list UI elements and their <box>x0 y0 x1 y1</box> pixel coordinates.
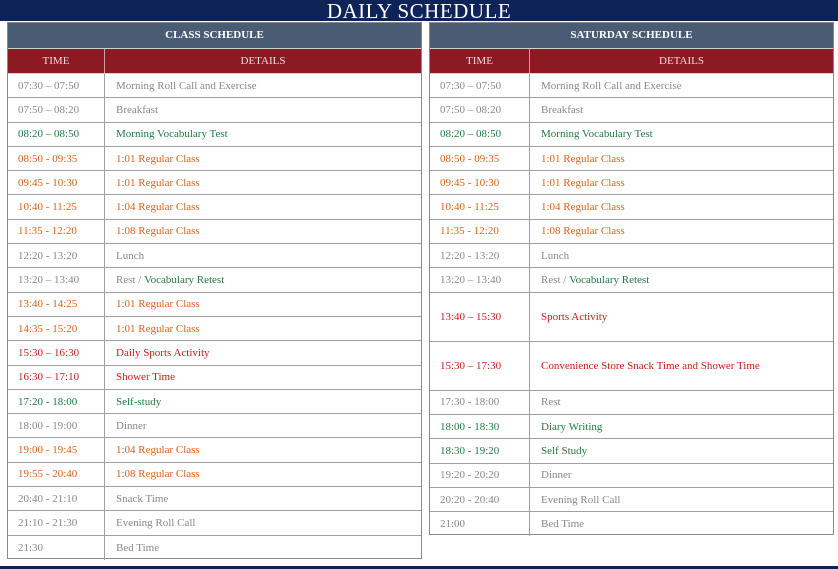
class-schedule-table <box>7 22 422 559</box>
table-row <box>430 244 833 268</box>
details-text: Dinner <box>541 469 572 482</box>
table-row <box>430 147 833 171</box>
details-cell <box>105 511 421 534</box>
details-text: Vocabulary Retest <box>144 274 225 287</box>
details-text: Morning Vocabulary Test <box>116 128 228 141</box>
details-cell <box>105 536 421 560</box>
table-row <box>430 195 833 219</box>
time-cell: 20:20 - 20:40 <box>430 488 530 511</box>
time-cell: 18:00 - 18:30 <box>430 415 530 438</box>
time-cell: 09:45 - 10:30 <box>430 171 530 194</box>
saturday-schedule-column-headers <box>430 49 833 74</box>
time-cell: 14:35 - 15:20 <box>8 317 105 340</box>
details-text: Bed Time <box>116 541 160 554</box>
time-cell: 11:35 - 12:20 <box>430 220 530 243</box>
table-row <box>430 342 833 391</box>
time-cell: 07:50 – 08:20 <box>8 98 105 121</box>
details-cell <box>530 464 833 487</box>
details-cell <box>105 293 421 316</box>
time-cell: 10:40 - 11:25 <box>430 195 530 218</box>
details-text: Self-study <box>116 395 162 408</box>
table-row <box>8 341 421 365</box>
details-text: 1:01 Regular Class <box>116 152 200 165</box>
time-cell: 16:30 – 17:10 <box>8 366 105 389</box>
table-row <box>8 317 421 341</box>
table-row <box>8 463 421 487</box>
details-cell <box>105 74 421 97</box>
time-cell: 19:20 - 20:20 <box>430 464 530 487</box>
time-cell: 15:30 – 16:30 <box>8 341 105 364</box>
details-text: Convenience Store Snack Time and Shower Time <box>541 359 760 372</box>
details-text: Morning Roll Call and Exercise <box>541 79 682 92</box>
details-cell <box>530 147 833 170</box>
details-cell <box>530 439 833 462</box>
details-cell <box>105 268 421 291</box>
details-cell <box>105 244 421 267</box>
time-cell: 12:20 - 13:20 <box>430 244 530 267</box>
table-row <box>8 487 421 511</box>
details-text: Rest / <box>541 274 570 287</box>
table-row <box>430 391 833 415</box>
table-row <box>8 390 421 414</box>
details-cell <box>530 195 833 218</box>
details-text: Lunch <box>116 249 145 262</box>
details-cell <box>530 74 833 97</box>
time-cell: 21:00 <box>430 512 530 536</box>
time-cell: 07:30 – 07:50 <box>430 74 530 97</box>
details-cell <box>530 268 833 291</box>
time-cell: 13:20 – 13:40 <box>430 268 530 291</box>
table-row <box>8 74 421 98</box>
table-row <box>8 536 421 560</box>
table-row <box>430 98 833 122</box>
saturday-schedule-table <box>429 22 834 535</box>
table-row <box>430 123 833 147</box>
details-cell <box>105 341 421 364</box>
details-text: Daily Sports Activity <box>116 346 210 359</box>
details-cell <box>105 487 421 510</box>
details-text: Breakfast <box>116 103 159 116</box>
details-cell <box>530 293 833 341</box>
table-row <box>8 171 421 195</box>
time-cell: 13:40 – 15:30 <box>430 293 530 341</box>
table-row <box>8 511 421 535</box>
details-text: Rest <box>541 396 561 409</box>
time-cell: 21:30 <box>8 536 105 560</box>
time-cell: 19:00 - 19:45 <box>8 438 105 461</box>
details-text: 1:08 Regular Class <box>541 225 625 238</box>
saturday-schedule-rows <box>430 74 833 536</box>
details-cell <box>105 123 421 146</box>
time-cell: 07:50 – 08:20 <box>430 98 530 121</box>
time-cell: 09:45 - 10:30 <box>8 171 105 194</box>
details-text: Self Study <box>541 444 588 457</box>
time-cell: 13:20 – 13:40 <box>8 268 105 291</box>
table-row <box>8 438 421 462</box>
time-cell: 08:50 - 09:35 <box>430 147 530 170</box>
time-column-header: TIME <box>430 49 530 73</box>
saturday-schedule-heading: SATURDAY SCHEDULE <box>430 23 833 49</box>
details-text: 1:04 Regular Class <box>541 201 625 214</box>
table-row <box>8 293 421 317</box>
details-cell <box>530 415 833 438</box>
details-cell <box>530 512 833 536</box>
details-text: Evening Roll Call <box>541 493 621 506</box>
table-row <box>430 512 833 536</box>
details-text: Breakfast <box>541 103 584 116</box>
table-row <box>430 488 833 512</box>
time-cell: 12:20 - 13:20 <box>8 244 105 267</box>
details-cell <box>105 220 421 243</box>
details-text: Shower Time <box>116 371 175 384</box>
details-text: 1:01 Regular Class <box>116 176 200 189</box>
details-text: Dinner <box>116 419 147 432</box>
details-text: Evening Roll Call <box>116 516 196 529</box>
time-cell: 18:30 - 19:20 <box>430 439 530 462</box>
details-cell <box>105 195 421 218</box>
details-cell <box>530 123 833 146</box>
details-text: Vocabulary Retest <box>569 274 650 287</box>
details-cell <box>105 317 421 340</box>
details-cell <box>105 390 421 413</box>
table-row <box>430 171 833 195</box>
table-row <box>8 195 421 219</box>
table-row <box>8 220 421 244</box>
time-cell: 08:20 – 08:50 <box>430 123 530 146</box>
details-text: 1:08 Regular Class <box>116 225 200 238</box>
class-schedule-column-headers <box>8 49 421 74</box>
details-cell <box>105 366 421 389</box>
details-cell <box>530 342 833 390</box>
time-cell: 10:40 - 11:25 <box>8 195 105 218</box>
details-cell <box>530 488 833 511</box>
details-text: 1:08 Regular Class <box>116 468 200 481</box>
time-cell: 07:30 – 07:50 <box>8 74 105 97</box>
time-column-header: TIME <box>8 49 105 73</box>
details-cell <box>105 98 421 121</box>
details-cell <box>530 171 833 194</box>
details-text: Sports Activity <box>541 310 608 323</box>
details-text: 1:01 Regular Class <box>541 176 625 189</box>
table-row <box>8 98 421 122</box>
details-cell <box>530 98 833 121</box>
time-cell: 08:20 – 08:50 <box>8 123 105 146</box>
table-row <box>8 147 421 171</box>
details-text: Snack Time <box>116 492 169 505</box>
details-cell <box>105 463 421 486</box>
details-text: Rest / <box>116 274 145 287</box>
time-cell: 08:50 - 09:35 <box>8 147 105 170</box>
details-text: 1:01 Regular Class <box>116 322 200 335</box>
time-cell: 15:30 – 17:30 <box>430 342 530 390</box>
table-row <box>8 244 421 268</box>
time-cell: 11:35 - 12:20 <box>8 220 105 243</box>
details-column-header: DETAILS <box>659 55 704 67</box>
table-row <box>430 220 833 244</box>
details-text: 1:01 Regular Class <box>116 298 200 311</box>
details-cell <box>105 438 421 461</box>
table-row <box>430 464 833 488</box>
details-cell <box>530 391 833 414</box>
time-cell: 19:55 - 20:40 <box>8 463 105 486</box>
details-column-header: DETAILS <box>240 55 286 67</box>
details-text: Diary Writing <box>541 420 603 433</box>
details-cell <box>530 220 833 243</box>
time-cell: 17:20 - 18:00 <box>8 390 105 413</box>
class-schedule-heading: CLASS SCHEDULE <box>8 23 421 49</box>
details-cell <box>105 171 421 194</box>
details-text: 1:01 Regular Class <box>541 152 625 165</box>
time-cell: 18:00 - 19:00 <box>8 414 105 437</box>
table-row <box>430 415 833 439</box>
time-cell: 13:40 - 14:25 <box>8 293 105 316</box>
table-row <box>430 74 833 98</box>
page-title: DAILY SCHEDULE <box>0 0 838 21</box>
table-row <box>8 414 421 438</box>
time-cell: 21:10 - 21:30 <box>8 511 105 534</box>
table-row <box>430 293 833 342</box>
time-cell: 17:30 - 18:00 <box>430 391 530 414</box>
table-row <box>430 439 833 463</box>
details-text: Bed Time <box>541 518 585 531</box>
time-cell: 20:40 - 21:10 <box>8 487 105 510</box>
details-text: Lunch <box>541 249 570 262</box>
table-row <box>430 268 833 292</box>
details-cell <box>105 147 421 170</box>
details-text: Morning Roll Call and Exercise <box>116 79 257 92</box>
details-cell <box>530 244 833 267</box>
table-row <box>8 268 421 292</box>
class-schedule-rows <box>8 74 421 560</box>
details-text: Morning Vocabulary Test <box>541 128 653 141</box>
details-cell <box>105 414 421 437</box>
details-text: 1:04 Regular Class <box>116 444 200 457</box>
table-row <box>8 366 421 390</box>
details-text: 1:04 Regular Class <box>116 201 200 214</box>
table-row <box>8 123 421 147</box>
